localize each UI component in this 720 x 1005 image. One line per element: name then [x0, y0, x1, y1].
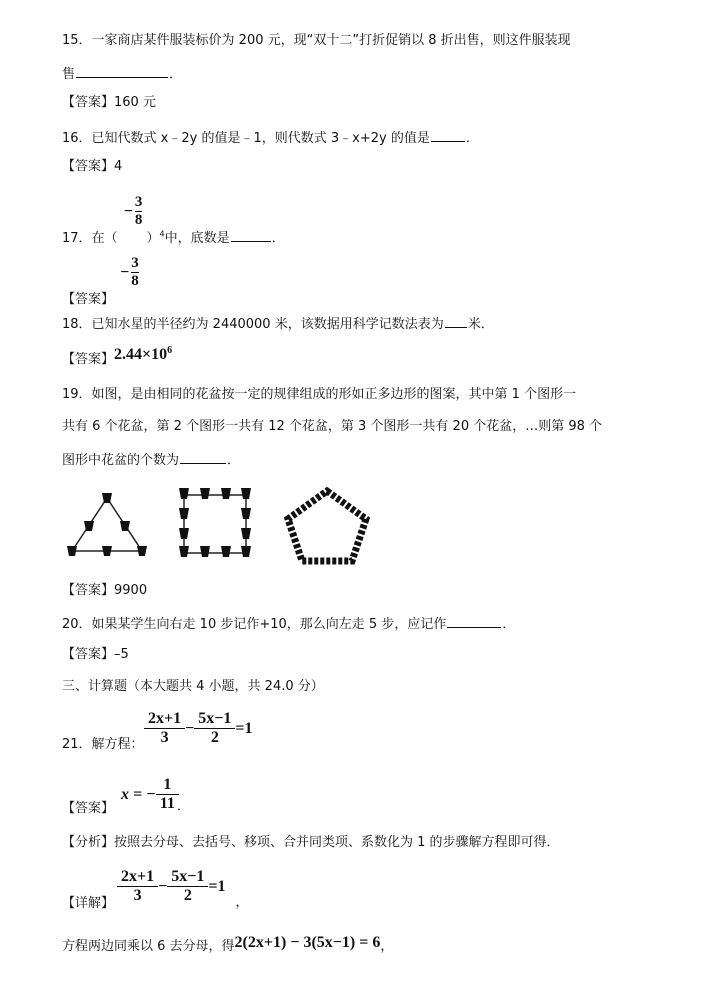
denominator: 3	[144, 728, 185, 747]
close-paren: ）	[146, 230, 160, 246]
answer-blank	[431, 129, 465, 142]
minus-sign: −	[120, 263, 130, 281]
answer-base: 2.44×10	[114, 346, 168, 363]
answer-lhs: x = −	[121, 785, 156, 803]
denominator: 8	[131, 273, 139, 289]
question-20-answer	[62, 647, 129, 663]
step-1-equation: 2(2x+1) − 3(5x−1) = 6	[234, 934, 381, 951]
question-17-text: 中，底数是	[164, 230, 230, 246]
question-15-prefix: 售	[62, 67, 76, 82]
question-15-line-2	[62, 65, 182, 83]
question-21-equation	[146, 710, 255, 747]
question-17-suffix: ．	[271, 230, 285, 246]
question-18-suffix: 米．	[467, 317, 494, 332]
denominator: 3	[117, 886, 158, 905]
question-21-detail-tag: 【详解】	[62, 896, 115, 911]
question-21-prefix: 21．解方程：	[62, 737, 144, 752]
fraction	[135, 194, 143, 229]
answer-suffix: ．	[176, 799, 190, 814]
numerator: 3	[131, 255, 139, 271]
minus-sign: −	[158, 877, 168, 895]
denominator: 2	[167, 886, 208, 905]
question-20-text: 20．如果某学生向右走 10 步记作+10，那么向左走 5 步，应记作	[62, 617, 447, 632]
equals-one: =1	[235, 719, 253, 737]
denominator: 2	[194, 728, 235, 747]
answer-tag: 【答案】	[62, 159, 115, 174]
section-3-heading: 三、计算题（本大题共 4 小题，共 24.0 分）	[62, 679, 324, 694]
minus-sign: −	[185, 719, 195, 737]
question-21-answer-tag: 【答案】	[62, 801, 115, 816]
fraction-2	[169, 868, 206, 905]
answer-fraction	[118, 255, 139, 290]
question-15-line-1: 15．一家商店某件服装标价为 200 元，现“双十二”打折促销以 8 折出售，则这件服装现	[62, 33, 571, 48]
numerator: 2x+1	[148, 710, 182, 727]
numerator: 2x+1	[121, 868, 155, 885]
question-19-line-3	[62, 451, 240, 469]
question-18	[62, 315, 494, 333]
question-17-rest	[146, 231, 284, 246]
answer-blank	[231, 229, 271, 242]
comma: ，	[235, 895, 249, 910]
numerator: 3	[134, 194, 143, 210]
exponent: 4	[159, 229, 165, 239]
question-21-analysis	[62, 835, 560, 851]
question-19-answer	[62, 583, 147, 599]
numerator: 1	[163, 776, 172, 793]
question-19-text: 图形中花盆的个数为	[62, 453, 180, 468]
fraction-2	[196, 710, 233, 747]
answer-value: 9900	[114, 583, 148, 598]
analysis-text: 按照去分母、去括号、移项、合并同类项、系数化为 1 的步骤解方程即可得．	[114, 835, 560, 850]
denominator: 8	[134, 212, 143, 228]
answer-fraction	[158, 776, 177, 813]
answer-tag: 【答案】	[62, 95, 115, 110]
question-20-suffix: ．	[502, 617, 516, 632]
minus-sign: −	[123, 202, 133, 220]
fraction-1	[146, 710, 183, 747]
question-17-prefix: 17．在（	[62, 230, 118, 246]
question-18-text: 18．已知水星的半径约为 2440000 米，该数据用科学记数法表为	[62, 317, 444, 332]
question-16-text: 16．已知代数式 x﹣2y 的值是﹣1，则代数式 3﹣x+2y 的值是	[62, 131, 430, 146]
question-16-answer	[62, 159, 122, 175]
figure-triangle-flowerpots	[62, 483, 152, 563]
question-17-answer	[62, 255, 139, 307]
answer-blank	[76, 65, 168, 78]
answer-blank	[447, 615, 501, 628]
question-19-suffix: ．	[227, 453, 241, 468]
question-17	[62, 194, 285, 246]
figure-pentagon-flowerpots	[280, 483, 375, 568]
answer-tag: 【答案】	[62, 352, 115, 367]
answer-tag: 【答案】	[62, 647, 115, 662]
question-16-suffix: ．	[465, 131, 479, 146]
question-21-step-1	[62, 934, 394, 955]
step-1-suffix: ，	[380, 939, 394, 954]
numerator: 5x−1	[198, 710, 232, 727]
equals-one: =1	[208, 877, 226, 895]
question-19-line-1: 19．如图，是由相同的花盆按一定的规律组成的形如正多边形的图案，其中第 1 个图形一	[62, 387, 577, 402]
figure-square-flowerpots	[172, 483, 262, 563]
question-19-line-2: 共有 6 个花盆，第 2 个图形一共有 12 个花盆，第 3 个图形一共有 20 个花盆，…则第 98 个	[62, 419, 603, 434]
question-16	[62, 129, 479, 147]
question-15-answer	[62, 95, 156, 111]
answer-tag: 【答案】	[62, 583, 115, 598]
question-15-suffix: ．	[169, 67, 183, 82]
analysis-tag: 【分析】	[62, 835, 115, 850]
answer-blank	[180, 451, 226, 464]
step-1-text: 方程两边同乘以 6 去分母，得	[62, 939, 235, 954]
answer-value: 4	[114, 159, 123, 174]
question-18-answer	[62, 345, 173, 369]
answer-blank	[445, 315, 467, 328]
fraction	[131, 255, 139, 290]
question-21-detail-equation	[119, 868, 249, 910]
fraction-1	[119, 868, 156, 905]
question-20	[62, 615, 515, 633]
answer-exponent: 6	[167, 345, 173, 356]
answer-value: –5	[114, 647, 129, 662]
answer-tag: 【答案】	[62, 291, 115, 307]
question-21-answer	[119, 776, 190, 813]
fraction-negative-three-eighths	[122, 194, 143, 229]
answer-value: 160 元	[114, 95, 156, 110]
numerator: 5x−1	[171, 868, 205, 885]
denominator: 11	[156, 794, 179, 813]
